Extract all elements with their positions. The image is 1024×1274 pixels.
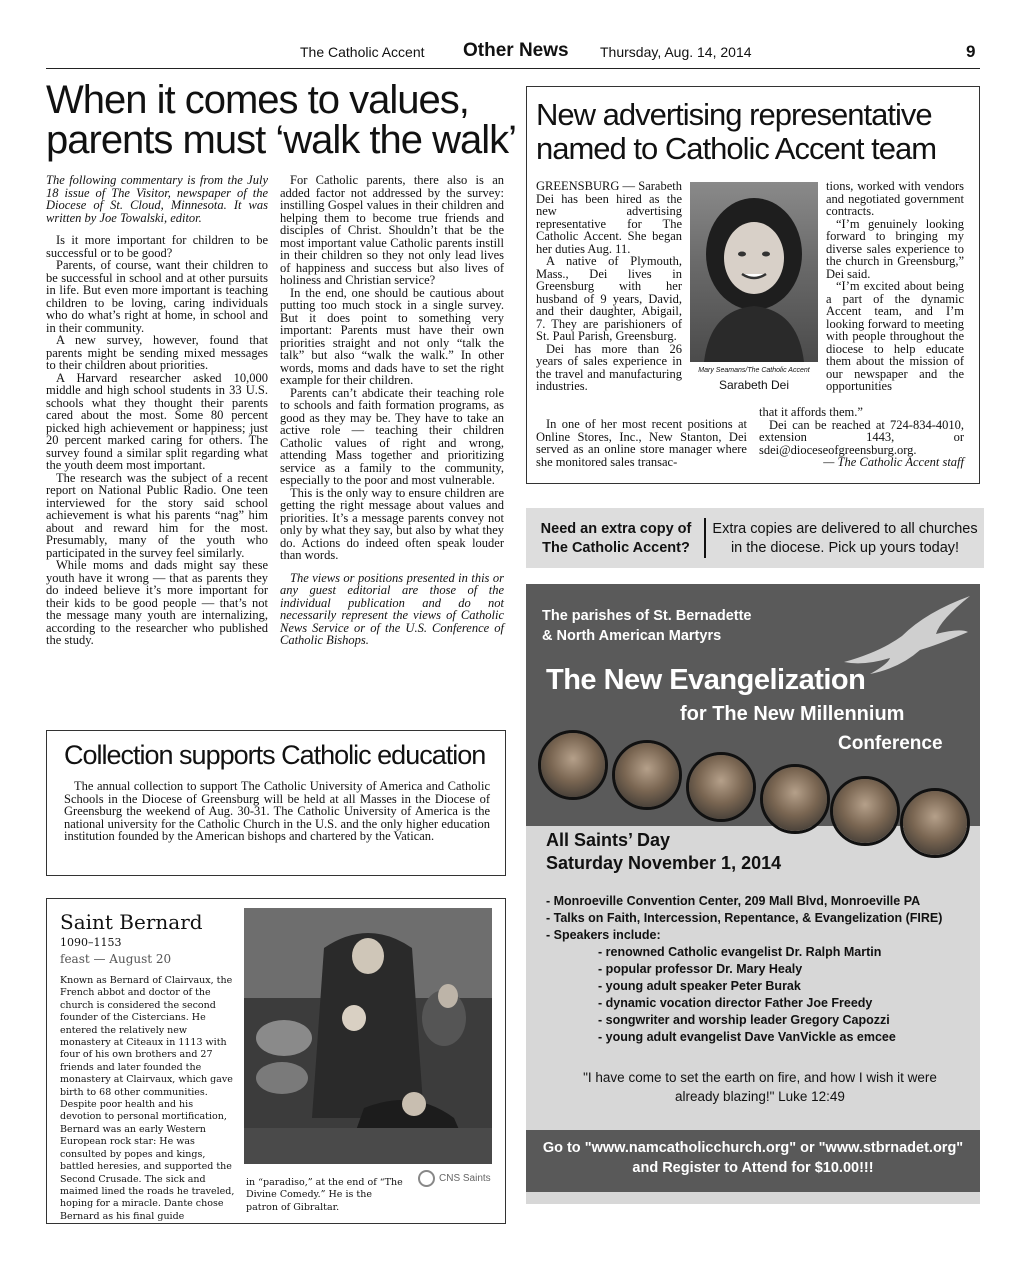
article-paragraph: A Harvard researcher asked 10,000 middle and high school students in 33 U.S. schools what they thought their parents cared about the most. Some 80 percent picked high achievement or happiness; just 20 percent marked caring for others. The survey found a similar split regarding what the youth deem most important.: [46, 370, 268, 472]
article-paragraph: Dei has more than 26 years of sales experience in the travel and manufacturing industries.: [536, 341, 682, 393]
article-paragraph: While moms and dads might say these youth have it wrong — that as parents they do indeed believe it’s more important for their kids to be good people — that’s not the message many youth are internalizing, according to the researcher who published the study.: [46, 558, 268, 647]
article-paragraph: tions, worked with vendors and negotiated government contracts.: [826, 179, 964, 218]
portrait-icon: [690, 182, 818, 362]
issue-date: Thursday, Aug. 14, 2014: [600, 44, 752, 60]
article-paragraph: “I’m excited about being a part of the dynamic Accent team, and I’m looking forward to meeting with people throughout the diocese to help educate them about the mission of our newspaper and the opportunities: [826, 279, 964, 393]
speaker-photo: [612, 740, 682, 810]
header-rule: [46, 68, 980, 69]
rep-bottom-block: [536, 405, 964, 469]
ad-bullet: - Speakers include:: [546, 928, 661, 942]
saint-name: Saint Bernard: [60, 910, 203, 934]
cns-credit-text: CNS Saints: [439, 1173, 491, 1185]
painting-icon: [244, 908, 492, 1164]
speaker-photo: [830, 776, 900, 846]
ad-details: [546, 893, 976, 1046]
article-paragraph: that it affords them.”: [758, 405, 863, 419]
ad-parishes-line1: The parishes of St. Bernadette: [542, 608, 752, 624]
article-paragraph: A new survey, however, found that parents might be sending mixed messages to their children about priorities.: [46, 333, 268, 372]
ad-quote: "I have come to set the earth on fire, and how I wish it were already blazing!" Luke 12:49: [583, 1070, 937, 1104]
page-number: 9: [966, 42, 976, 61]
speaker-photo: [686, 752, 756, 822]
article-paragraph: Is it more important for children to be successful or to be good?: [46, 233, 268, 260]
ad-speaker: - songwriter and worship leader Gregory Capozzi: [598, 1013, 890, 1027]
ad-parishes: [542, 606, 842, 646]
ad-date-line1: All Saints’ Day: [546, 830, 671, 850]
section-name: Other News: [463, 40, 569, 61]
rep-headline-line2: named to Catholic Accent team: [536, 131, 937, 166]
extra-copy-answer: Extra copies are delivered to all churches in the diocese. Pick up yours today!: [712, 521, 978, 556]
speaker-photo: [760, 764, 830, 834]
collection-headline: Collection supports Catholic education: [64, 740, 486, 770]
article-paragraph: The research was the subject of a recent report on National Public Radio. One teen interviewed for the story said school achievement is what his parents “nag” him about and reward him for the most. Presumably, many of the youth who participated in the survey feel similarly.: [46, 470, 268, 560]
photo-credit: Mary Seamans/The Catholic Accent: [698, 367, 810, 374]
article-signoff: — The Catholic Accent staff: [823, 455, 964, 469]
ad-speaker: - popular professor Dr. Mary Healy: [598, 962, 803, 976]
ad-speaker: - dynamic vocation director Father Joe Freedy: [598, 996, 873, 1010]
speaker-photo: [538, 730, 608, 800]
ad-bullet: - Talks on Faith, Intercession, Repentance, & Evangelization (FIRE): [546, 911, 943, 925]
sarabeth-dei-photo: [690, 182, 818, 362]
main-headline-line2: parents must ‘walk the walk’: [46, 118, 516, 162]
ad-subtitle: for The New Millennium: [680, 703, 905, 725]
article-paragraph: Dei can be reached at 724-834-4010, extension 1443, or sdei@dioceseofgreensburg.org.: [758, 417, 964, 457]
ad-cta: [536, 1138, 970, 1178]
rep-bottom-left: [536, 418, 747, 469]
article-paragraph: For Catholic parents, there also is an added factor not addressed by the survey: instilling Gospel values in their children and helping them to become true friends and disciples of Christ. Shouldn’t that be the most important value Catholic parents instill in their children so they not only lead lives of happiness and success but also lives of holiness and Christian service?: [280, 173, 504, 287]
rep-bottom-right: [759, 406, 964, 469]
extra-copy-question: Need an extra copy of The Catholic Accent?: [540, 521, 692, 556]
rep-headline-line1: New advertising representative: [536, 97, 932, 132]
saint-feast: feast — August 20: [60, 952, 172, 966]
ad-date-line2: Saturday November 1, 2014: [546, 853, 782, 873]
saint-painting: [244, 908, 492, 1164]
article-paragraph: In the end, one should be cautious about putting too much stock in a single survey. But it does point to something very important: Parents must have their own priorities straight and not only “talk the talk” but also “walk the walk.” In other words, moms and dads have to set the right example for their children.: [280, 285, 504, 387]
ad-conference: Conference: [838, 733, 943, 754]
ad-cta-line2: and Register to Attend for $10.00!!!: [632, 1160, 874, 1176]
publication-name: The Catholic Accent: [300, 44, 425, 60]
saint-body-continued: in “paradiso,” at the end of “The Divine Comedy.” He is the patron of Gibraltar.: [246, 1177, 403, 1213]
photo-caption: Sarabeth Dei: [718, 378, 790, 392]
rep-right-column: [826, 180, 964, 393]
main-article-column-1: [46, 174, 268, 647]
cns-logo-icon: [418, 1170, 435, 1187]
main-headline: [46, 80, 516, 160]
saint-years: 1090–1153: [60, 936, 122, 949]
ad-speaker: - young adult evangelist Dave VanVickle as emcee: [598, 1030, 896, 1044]
ad-speaker: - young adult speaker Peter Burak: [598, 979, 801, 993]
article-disclaimer: The views or positions presented in this or any guest editorial are those of the individual publication and do not necessarily represent the views of Catholic News Service or of the U.S. Conference of Catholic Bishops.: [280, 570, 504, 647]
cns-credit: [418, 1170, 491, 1187]
article-paragraph: “I’m genuinely looking forward to bringing my diverse sales experience to the church in Greensburg,” Dei said.: [826, 216, 964, 281]
ad-parishes-line2: & North American Martyrs: [542, 628, 722, 644]
article-paragraph: In one of her most recent positions at Online Stores, Inc., New Stanton, Dei served as an online store manager where she monitored sales transac-: [536, 417, 747, 469]
article-intro: The following commentary is from the July 18 issue of The Visitor, newspaper of the Diocese of St. Cloud, Minnesota. It was written by Joe Towalski, editor.: [46, 173, 268, 225]
article-paragraph: A native of Plymouth, Mass., Dei lives in Greensburg with her husband of 9 years, David, and their daughter, Abigail, 7. They are parishioners of St. Paul Parish, Greensburg.: [536, 254, 682, 343]
article-paragraph: The annual collection to support The Catholic University of America and Catholic Schools in the Diocese of Greensburg will be held at all Masses in the Diocese of Greensburg the weekend of Aug. 30-31. The Catholic University of America is the national university for the Catholic Church in the U.S. and the only higher education institution founded by the American bishops and chartered by the Vatican.: [64, 779, 490, 843]
collection-body: [64, 780, 490, 843]
ad-cta-line1: Go to "www.namcatholicchurch.org" or "www.stbrnadet.org": [542, 1140, 964, 1156]
ad-bullet: - Monroeville Convention Center, 209 Mall Blvd, Monroeville PA: [546, 894, 921, 908]
rep-headline: [536, 98, 972, 166]
divider: [704, 518, 706, 558]
main-headline-line1: When it comes to values,: [46, 78, 469, 122]
ad-speaker: - renowned Catholic evangelist Dr. Ralph Martin: [598, 945, 882, 959]
rep-left-column: [536, 180, 682, 393]
ad-title: The New Evangelization: [546, 664, 866, 696]
main-article-column-2: [280, 174, 504, 647]
saint-body: Known as Bernard of Clairvaux, the French abbot and doctor of the church is considered the second founder of the Cistercians. He entered the relatively new monastery at Citeaux in 1113 with four of his own brothers and 27 friends and later founded the monastery at Clairvaux, which gave birth to 68 other communities. Despite poor health and his devotion to personal mortification, Bernard was an early Western European rock star: He was consulted by popes and kings, battled heresies, and supported the Second Crusade. The sick and maimed lined the roads he traveled, hoping for a miracle. Dante chose Bernard as his final guide: [60, 975, 235, 1222]
article-paragraph: Parents, of course, want their children to be successful in school and at other pursuits in life. But even more important is teaching children to be loving, caring individuals who do what’s right at home, in school and in their community.: [46, 258, 268, 335]
article-paragraph: GREENSBURG — Sarabeth Dei has been hired as the new advertising representative for The Catholic Accent. She began her duties Aug. 11.: [536, 179, 682, 256]
article-paragraph: Parents can’t abdicate their teaching role to schools and faith formation programs, as good as they may be. They have to take an active role — teaching their children Catholic values of right and wrong, attending Mass together and prioritizing service as a family to the community, especially to the poor and most vulnerable.: [280, 385, 504, 487]
speaker-photo: [900, 788, 970, 858]
article-paragraph: This is the only way to ensure children are getting the right message about values and priorities. It’s a message parents convey not only by what they say, but also by what they do. Actions do indeed often speak louder than words.: [280, 485, 504, 562]
